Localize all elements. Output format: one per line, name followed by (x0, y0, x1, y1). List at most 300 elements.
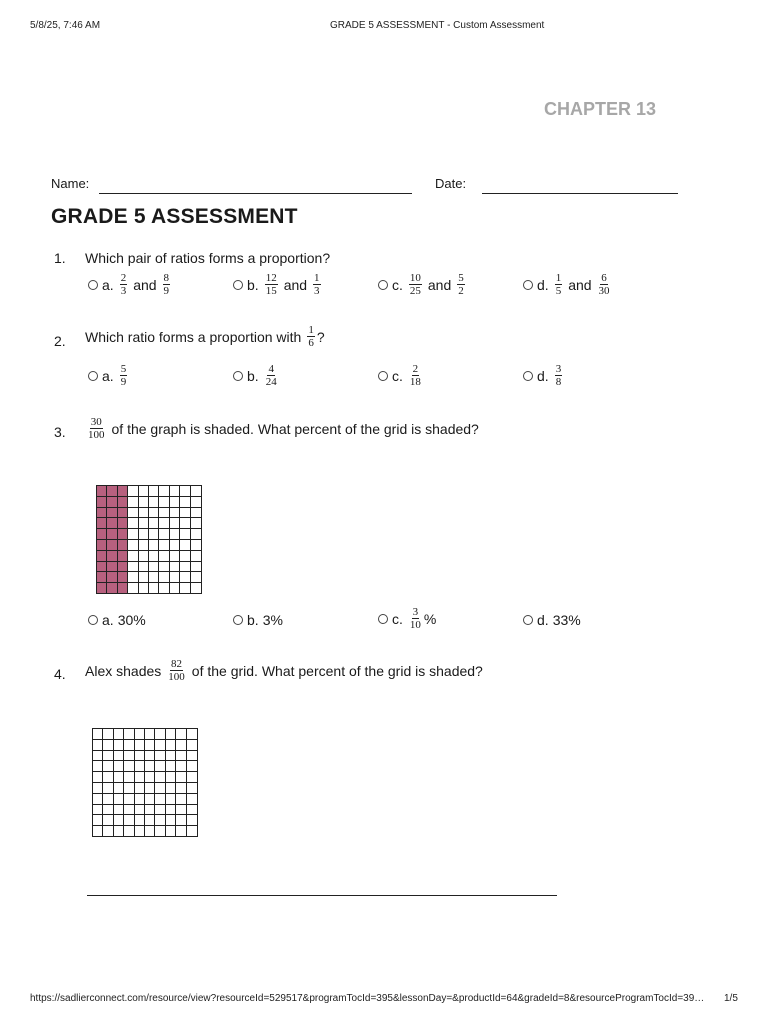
grid-cell[interactable] (135, 761, 145, 772)
option-letter: d. (537, 612, 549, 628)
grid-cell[interactable] (103, 794, 113, 805)
grid-cell (180, 583, 190, 593)
radio-icon[interactable] (233, 615, 243, 625)
denominator: 15 (265, 285, 277, 297)
grid-cell (159, 486, 169, 497)
denominator: 9 (120, 376, 127, 388)
grid-cell (139, 529, 149, 540)
q3-text-main: of the graph is shaded. What percent of the grid is shaded? (111, 420, 479, 437)
shaded-grid-cell (107, 540, 117, 551)
grid-cell (128, 529, 138, 540)
grid-cell[interactable] (124, 761, 134, 772)
grid-cell[interactable] (93, 761, 103, 772)
grid-cell[interactable] (114, 794, 124, 805)
q3-option-a[interactable] (88, 612, 146, 628)
grid-cell (170, 508, 180, 519)
grid-cell (159, 508, 169, 519)
print-datetime: 5/8/25, 7:46 AM (30, 20, 101, 31)
grid-cell (170, 497, 180, 508)
shaded-grid-cell (107, 529, 117, 540)
denominator: 9 (163, 285, 170, 297)
shaded-grid-cell (97, 562, 107, 573)
grid-cell (191, 497, 201, 508)
shaded-grid-cell (107, 508, 117, 519)
grid-cell[interactable] (135, 740, 145, 751)
grid-cell (139, 551, 149, 562)
grid-cell[interactable] (166, 805, 176, 816)
numerator: 2 (412, 363, 419, 375)
grid-cell (191, 540, 201, 551)
q1-text: Which pair of ratios forms a proportion? (85, 250, 331, 266)
shaded-grid-cell (118, 518, 128, 529)
grid-cell[interactable] (114, 751, 124, 762)
q2-option-b[interactable] (233, 363, 280, 388)
grid-cell[interactable] (166, 794, 176, 805)
grid-cell[interactable] (124, 826, 134, 836)
grid-cell[interactable] (176, 772, 186, 783)
grid-cell (149, 540, 159, 551)
shaded-grid-cell (97, 529, 107, 540)
grid-cell[interactable] (187, 805, 197, 816)
grid-cell[interactable] (176, 751, 186, 762)
grid-cell[interactable] (114, 761, 124, 772)
grid-cell (149, 497, 159, 508)
grid-cell (149, 583, 159, 593)
date-label: Date: (435, 176, 467, 191)
fraction (265, 272, 278, 297)
grid-cell[interactable] (93, 826, 103, 836)
grid-cell (149, 572, 159, 583)
grid-cell (159, 497, 169, 508)
radio-icon[interactable] (523, 371, 533, 381)
grid-cell (149, 508, 159, 519)
grid-cell[interactable] (135, 772, 145, 783)
grid-cell[interactable] (93, 794, 103, 805)
grid-cell[interactable] (135, 794, 145, 805)
option-letter: c. (392, 610, 403, 627)
grid-cell (128, 551, 138, 562)
grid-cell[interactable] (93, 783, 103, 794)
grid-cell[interactable] (114, 783, 124, 794)
assessment-title: GRADE 5 ASSESSMENT (51, 205, 298, 228)
grid-cell (149, 518, 159, 529)
q2-text (85, 324, 325, 349)
grid-cell[interactable] (166, 815, 176, 826)
grid-cell[interactable] (135, 826, 145, 836)
shaded-grid-cell (107, 486, 117, 497)
grid-cell[interactable] (124, 740, 134, 751)
grid-cell[interactable] (124, 751, 134, 762)
grid-cell[interactable] (166, 740, 176, 751)
option-letter: b. (247, 367, 259, 384)
q2-suffix: ? (316, 328, 325, 345)
grid-cell[interactable] (166, 826, 176, 836)
grid-cell[interactable] (135, 751, 145, 762)
grid-cell (128, 497, 138, 508)
numerator: 5 (458, 272, 464, 284)
print-page-number: 1/5 (724, 993, 738, 1004)
grid-cell (128, 518, 138, 529)
option-letter: b. (247, 276, 259, 293)
grid-cell[interactable] (135, 783, 145, 794)
shaded-grid-cell (107, 518, 117, 529)
denominator: 25 (409, 285, 421, 297)
grid-cell (191, 562, 201, 573)
q1-option-b[interactable] (233, 272, 323, 297)
grid-cell[interactable] (124, 729, 134, 740)
q4-number: 4. (54, 666, 66, 682)
grid-cell[interactable] (103, 805, 113, 816)
grid-cell[interactable] (135, 805, 145, 816)
option-letter: a. (102, 367, 114, 384)
option-text: 30% (117, 612, 146, 628)
fraction (409, 606, 422, 631)
grid-cell (139, 583, 149, 593)
grid-cell[interactable] (93, 729, 103, 740)
fraction (457, 272, 465, 297)
grid-cell (170, 486, 180, 497)
grid-cell (191, 572, 201, 583)
grid-cell (170, 551, 180, 562)
fraction (409, 272, 422, 297)
grid-cell[interactable] (187, 761, 197, 772)
grid-cell (170, 518, 180, 529)
grid-cell[interactable] (176, 783, 186, 794)
grid-cell (149, 551, 159, 562)
grid-cell[interactable] (145, 772, 155, 783)
numerator: 1 (314, 272, 320, 284)
grid-cell[interactable] (124, 772, 134, 783)
grid-cell[interactable] (166, 729, 176, 740)
grid-cell[interactable] (135, 729, 145, 740)
option-letter: a. (102, 612, 114, 628)
shaded-grid-cell (97, 497, 107, 508)
radio-icon[interactable] (523, 615, 533, 625)
option-letter: b. (247, 612, 259, 628)
grid-cell[interactable] (114, 805, 124, 816)
grid-cell[interactable] (93, 751, 103, 762)
grid-cell (170, 562, 180, 573)
name-label: Name: (51, 176, 90, 191)
grid-cell (128, 508, 138, 519)
grid-cell (180, 562, 190, 573)
grid-cell[interactable] (124, 794, 134, 805)
numerator: 1 (555, 272, 562, 284)
grid-cell (180, 508, 190, 519)
grid-cell[interactable] (145, 815, 155, 826)
fraction (163, 272, 171, 297)
grid-cell[interactable] (166, 761, 176, 772)
shaded-grid-cell (118, 486, 128, 497)
shaded-grid-cell (107, 572, 117, 583)
radio-icon[interactable] (233, 371, 243, 381)
q3-number: 3. (54, 424, 66, 440)
and-word: and (133, 276, 157, 293)
radio-icon[interactable] (88, 615, 98, 625)
grid-cell[interactable] (155, 783, 165, 794)
fraction (87, 416, 106, 441)
grid-cell (149, 562, 159, 573)
grid-cell[interactable] (114, 772, 124, 783)
grid-cell[interactable] (155, 740, 165, 751)
grid-cell[interactable] (145, 761, 155, 772)
denominator: 10 (409, 619, 421, 631)
q4-hundred-grid[interactable] (92, 728, 198, 837)
grid-cell[interactable] (103, 761, 113, 772)
fraction (598, 272, 611, 297)
numerator: 8 (163, 272, 170, 284)
q2-option-d[interactable] (523, 363, 564, 388)
fraction (409, 363, 422, 388)
fraction (307, 324, 315, 349)
q3-hundred-grid (96, 485, 202, 594)
shaded-grid-cell (118, 540, 128, 551)
q1-option-c[interactable] (378, 272, 467, 297)
fraction (555, 363, 563, 388)
grid-cell (159, 572, 169, 583)
grid-cell (139, 497, 149, 508)
grid-cell[interactable] (114, 740, 124, 751)
grid-cell (191, 551, 201, 562)
grid-cell[interactable] (166, 783, 176, 794)
grid-cell[interactable] (176, 761, 186, 772)
grid-cell (180, 518, 190, 529)
radio-icon[interactable] (233, 280, 243, 290)
grid-cell (180, 540, 190, 551)
radio-icon[interactable] (88, 371, 98, 381)
q2-option-a[interactable] (88, 363, 129, 388)
grid-cell[interactable] (103, 783, 113, 794)
grid-cell[interactable] (145, 794, 155, 805)
grid-cell[interactable] (155, 761, 165, 772)
denominator: 100 (168, 671, 185, 683)
grid-cell[interactable] (93, 805, 103, 816)
grid-cell[interactable] (176, 794, 186, 805)
grid-cell (128, 540, 138, 551)
shaded-grid-cell (118, 562, 128, 573)
shaded-grid-cell (97, 551, 107, 562)
radio-icon[interactable] (378, 280, 388, 290)
grid-cell[interactable] (145, 751, 155, 762)
radio-icon[interactable] (378, 614, 388, 624)
grid-cell[interactable] (93, 815, 103, 826)
grid-cell (139, 540, 149, 551)
grid-cell[interactable] (93, 740, 103, 751)
denominator: 8 (555, 376, 562, 388)
denominator: 5 (555, 285, 562, 297)
grid-cell[interactable] (103, 740, 113, 751)
grid-cell[interactable] (155, 729, 165, 740)
and-word: and (427, 276, 452, 293)
grid-cell (180, 497, 190, 508)
fraction (265, 363, 278, 388)
grid-cell[interactable] (187, 826, 197, 836)
numerator: 4 (268, 363, 274, 375)
denominator: 30 (598, 285, 610, 297)
grid-cell (159, 551, 169, 562)
grid-cell[interactable] (155, 826, 165, 836)
grid-cell[interactable] (155, 794, 165, 805)
grid-cell[interactable] (114, 815, 124, 826)
grid-cell (159, 583, 169, 593)
radio-icon[interactable] (378, 371, 388, 381)
grid-cell (170, 572, 180, 583)
grid-cell[interactable] (187, 751, 197, 762)
q2-text-main: Which ratio forms a proportion with (85, 328, 302, 345)
grid-cell[interactable] (176, 729, 186, 740)
grid-cell[interactable] (145, 805, 155, 816)
grid-cell[interactable] (176, 826, 186, 836)
numerator: 1 (308, 324, 314, 336)
grid-cell[interactable] (166, 772, 176, 783)
fraction (167, 658, 186, 683)
numerator: 2 (120, 272, 127, 284)
grid-cell (159, 529, 169, 540)
grid-cell[interactable] (187, 794, 197, 805)
shaded-grid-cell (97, 572, 107, 583)
numerator: 5 (120, 363, 127, 375)
grid-cell[interactable] (93, 772, 103, 783)
grid-cell[interactable] (155, 805, 165, 816)
grid-cell[interactable] (176, 815, 186, 826)
chapter-label: CHAPTER 13 (544, 99, 657, 119)
q2-option-c[interactable] (378, 363, 424, 388)
grid-cell (139, 572, 149, 583)
shaded-grid-cell (97, 583, 107, 593)
grid-cell[interactable] (187, 729, 197, 740)
grid-cell (191, 529, 201, 540)
fraction (120, 363, 128, 388)
grid-cell[interactable] (103, 772, 113, 783)
grid-cell[interactable] (135, 815, 145, 826)
shaded-grid-cell (97, 518, 107, 529)
percent-sign: % (423, 610, 437, 627)
grid-cell[interactable] (187, 783, 197, 794)
grid-cell[interactable] (124, 815, 134, 826)
numerator: 3 (555, 363, 562, 375)
grid-cell[interactable] (187, 772, 197, 783)
option-letter: d. (537, 367, 549, 384)
grid-cell (128, 486, 138, 497)
grid-cell (170, 540, 180, 551)
q1-option-d[interactable] (523, 272, 613, 297)
option-letter: c. (392, 367, 403, 384)
q3-option-d[interactable] (523, 612, 581, 628)
shaded-grid-cell (118, 583, 128, 593)
grid-cell[interactable] (155, 815, 165, 826)
grid-cell (149, 486, 159, 497)
grid-cell[interactable] (176, 805, 186, 816)
option-letter: c. (392, 276, 403, 293)
option-letter: a. (102, 276, 114, 293)
shaded-grid-cell (107, 583, 117, 593)
shaded-grid-cell (118, 551, 128, 562)
grid-cell[interactable] (155, 751, 165, 762)
grid-cell (128, 583, 138, 593)
name-line[interactable] (99, 193, 412, 194)
and-word: and (283, 276, 308, 293)
print-url: https://sadlierconnect.com/resource/view?resourceId=529517&programTocId=395&lessonDay=&productId=64&gradeId=8&resourceProgramTocId=39… (30, 993, 705, 1004)
grid-cell[interactable] (187, 815, 197, 826)
denominator: 6 (308, 337, 314, 349)
denominator: 3 (120, 285, 127, 297)
denominator: 3 (314, 285, 320, 297)
numerator: 12 (265, 272, 277, 284)
grid-cell[interactable] (124, 783, 134, 794)
grid-cell (159, 562, 169, 573)
numerator: 82 (171, 658, 183, 670)
grid-cell[interactable] (103, 751, 113, 762)
grid-cell[interactable] (145, 826, 155, 836)
grid-cell (139, 562, 149, 573)
shaded-grid-cell (118, 572, 128, 583)
numerator: 3 (412, 606, 419, 618)
q3-option-c[interactable] (378, 606, 436, 631)
q4-text (85, 658, 483, 683)
grid-cell[interactable] (176, 740, 186, 751)
date-line[interactable] (482, 193, 678, 194)
q1-number: 1. (54, 250, 66, 266)
grid-cell (180, 572, 190, 583)
grid-cell (170, 583, 180, 593)
q3-text (85, 416, 479, 441)
fraction (313, 272, 321, 297)
grid-cell (191, 583, 201, 593)
option-text: 33% (552, 612, 581, 628)
grid-cell (180, 486, 190, 497)
grid-cell (149, 529, 159, 540)
shaded-grid-cell (118, 529, 128, 540)
grid-cell (180, 529, 190, 540)
answer-line[interactable] (87, 895, 557, 896)
numerator: 30 (90, 416, 102, 428)
option-letter: d. (537, 276, 549, 293)
grid-cell[interactable] (187, 740, 197, 751)
grid-cell[interactable] (103, 826, 113, 836)
grid-cell (128, 572, 138, 583)
grid-cell[interactable] (124, 805, 134, 816)
grid-cell (191, 518, 201, 529)
q3-option-b[interactable] (233, 612, 283, 628)
numerator: 10 (409, 272, 421, 284)
radio-icon[interactable] (523, 280, 533, 290)
q1-option-a[interactable] (88, 272, 172, 297)
grid-cell (128, 562, 138, 573)
grid-cell[interactable] (114, 729, 124, 740)
q2-number: 2. (54, 333, 66, 349)
radio-icon[interactable] (88, 280, 98, 290)
fraction (555, 272, 563, 297)
grid-cell[interactable] (166, 751, 176, 762)
shaded-grid-cell (107, 562, 117, 573)
grid-cell[interactable] (145, 783, 155, 794)
shaded-grid-cell (107, 551, 117, 562)
grid-cell[interactable] (103, 729, 113, 740)
grid-cell (139, 486, 149, 497)
shaded-grid-cell (118, 508, 128, 519)
grid-cell (170, 529, 180, 540)
denominator: 2 (458, 285, 464, 297)
grid-cell[interactable] (145, 729, 155, 740)
shaded-grid-cell (97, 486, 107, 497)
grid-cell[interactable] (155, 772, 165, 783)
grid-cell[interactable] (103, 815, 113, 826)
print-page-title: GRADE 5 ASSESSMENT - Custom Assessment (330, 20, 545, 31)
grid-cell[interactable] (145, 740, 155, 751)
numerator: 6 (601, 272, 607, 284)
grid-cell (139, 508, 149, 519)
grid-cell[interactable] (114, 826, 124, 836)
